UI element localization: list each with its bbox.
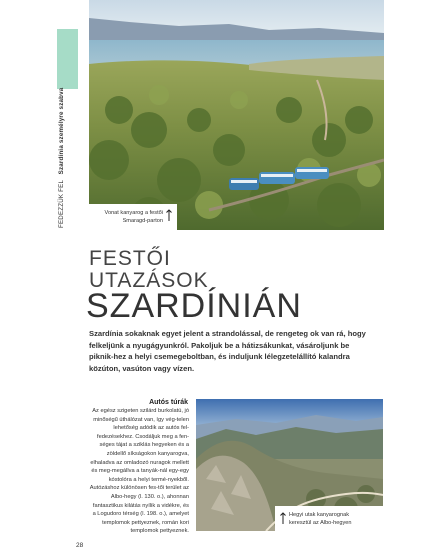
top-photo-caption-box: [89, 204, 177, 231]
top-photo-caption: Vonat kanyarog a festői Smaragd-parton: [104, 210, 163, 224]
headline-line-2: UTAZÁSOK: [89, 269, 209, 292]
section-color-tab: [57, 29, 78, 89]
running-header-section: FEDEZZÜK FEL: [58, 180, 65, 228]
running-header: [58, 87, 78, 248]
bottom-photo-caption: Hegyi utak kanyarognak keresztül az Albo-hegyen: [289, 512, 352, 526]
train-coast-photo: [89, 0, 384, 230]
headline-line-3: SZARDÍNIÁN: [86, 287, 302, 325]
page-number: 28: [76, 542, 84, 549]
lead-paragraph: Szardínia sokaknak egyet jelent a strandolással, de rengeteg ok van rá, hogy felkeljünk a nyugágyunkról. Pakoljuk be a hátizsákunkat, vásároljunk be piknik-hez a helyi csemegeboltban, és induljunk lélegzetelállító kalandra közúton, vasúton vagy vízen.: [89, 329, 366, 373]
section-heading: Autós túrák: [149, 399, 188, 406]
bottom-photo-caption-box: [275, 506, 383, 538]
section-body: Az egész szigeten szilárd burkolatú, jó minőségű úthálózat van, így vég-telen lehetőség adódik az autós fel-fedezésekhez. Csodáljuk meg a fen-séges tájat a sziklás hegyeken és a zöldellő síkságokon kanyarogva, elhaladva az omladozó nuragok mellett és meg-megállva a tanyák-nál egy-egy kóstolóra a helyi termé-nyekből. Autózáshoz különösen fes-tői terület az Albo-hegy (l. 130. o.), ahonnan fantasztikus kilátás nyílik a vidékre, és a Logudoro térség (l. 198. o.), amelyet templomok pettyeznek, román kori templomok pettyeznek.: [89, 408, 189, 535]
headline-line-1: FESTŐI: [89, 247, 171, 270]
running-header-title: Szardínia személyre szabva: [58, 87, 65, 175]
arrow-up-icon: [280, 512, 286, 524]
arrow-up-icon: [166, 209, 172, 221]
